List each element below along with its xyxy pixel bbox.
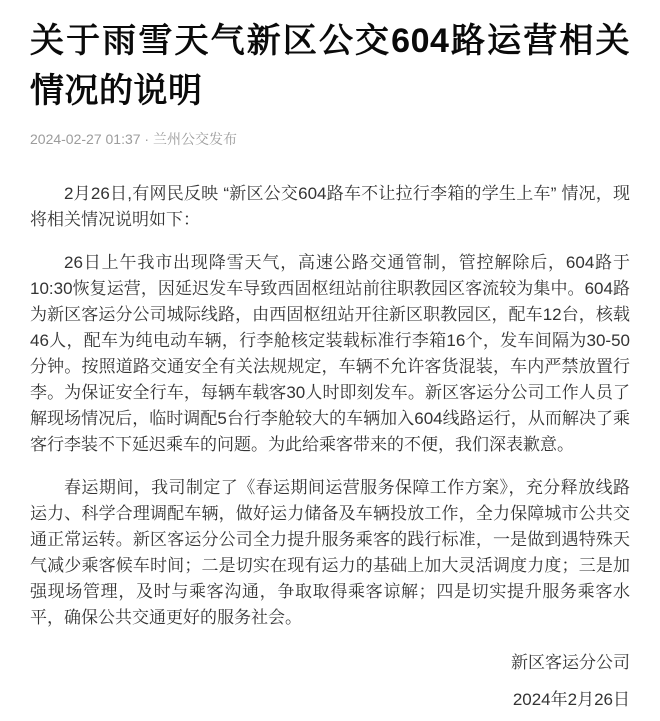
article-title: 关于雨雪天气新区公交604路运营相关情况的说明: [30, 22, 630, 110]
signature-company: 新区客运分公司: [511, 653, 630, 672]
article-body: [30, 181, 630, 631]
signature-date: 2024年2月26日: [512, 690, 630, 709]
article-paragraph: 26日上午我市出现降雪天气，高速公路交通管制，管控解除后，604路于10:30恢复运营，因延迟发车导致西固枢纽站前往职教园区客流较为集中。604路为新区客运分公司城际线路，由西固枢纽站开往新区职教园区，配车12台，核载46人，配车为纯电动车辆，行李舱核定装载标准行李箱16个，发车间隔为30-50分钟。按照道路交通安全有关法规规定，车辆不允许客货混装，车内严禁放置行李。为保证安全行车，每辆车载客30人时即刻发车。新区客运分公司工作人员了解现场情况后，临时调配5台行李舱较大的车辆加入604线路运行，从而解决了乘客行李装不下延迟乘车的问题。为此给乘客带来的不便，我们深表歉意。: [30, 253, 630, 454]
signature-block: [30, 650, 630, 713]
article-paragraph: 春运期间，我司制定了《春运期间运营服务保障工作方案》，充分释放线路运力、科学合理调配车辆，做好运力储备及车辆投放工作，全力保障城市公共交通正常运转。新区客运分公司全力提升服务乘客的践行标准，一是做到遇特殊天气减少乘客候车时间；二是切实在现有运力的基础上加大灵活调度力度；三是加强现场管理，及时与乘客沟通，争取取得乘客谅解；四是切实提升服务乘客水平，确保公共交通更好的服务社会。: [30, 478, 630, 627]
article-paragraph: 2月26日,有网民反映 “新区公交604路车不让拉行李箱的学生上车” 情况，现将相关情况说明如下：: [30, 184, 630, 229]
article-meta-dateline: 2024-02-27 01:37 · 兰州公交发布: [30, 131, 237, 147]
